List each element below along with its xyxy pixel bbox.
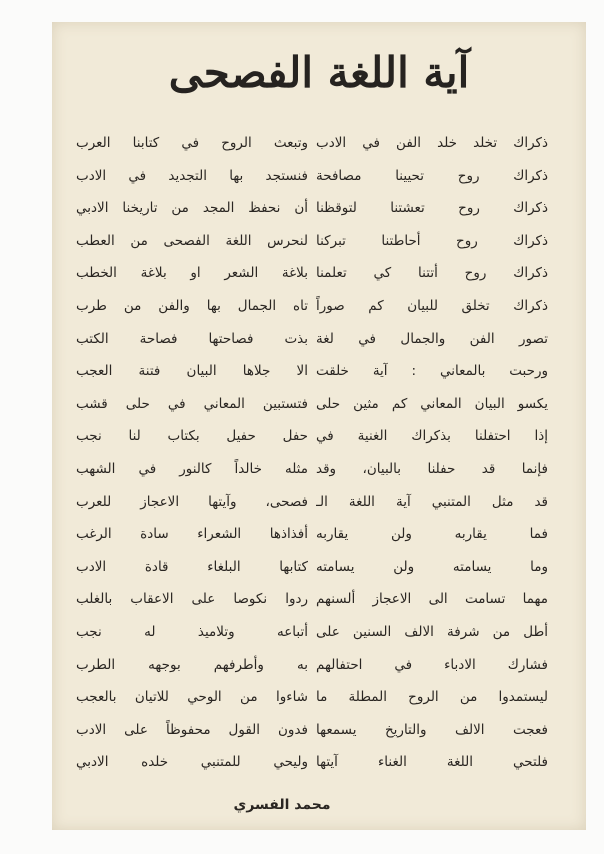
verse-line: ذكراك روح أتتنا كي تعلمنا [316, 265, 548, 282]
verse-line: مثله خالداً كالنور في الشهب [76, 460, 308, 477]
verse-line: أتباعه وتلاميذ له نجب [76, 623, 308, 640]
verse-line: أطل من شرفة الالف السنين على [316, 623, 548, 640]
verse-line: أفذاذها الشعراء سادة الرغب [76, 526, 308, 543]
verse-line: فدون القول محفوظاً على الادب [76, 721, 308, 738]
verse-line: فإنما قد حفلنا بالبيان، وقد [316, 460, 548, 477]
verse-line: مهما تسامت الى الاعجاز ألسنهم [316, 591, 548, 608]
verse-line: لنحرس اللغة الفصحى من العطب [76, 232, 308, 249]
verse-line: ذكراك روح تحيينا مصافحة [316, 167, 548, 184]
verse-line: بلاغة الشعر او بلاغة الخطب [76, 265, 308, 282]
author-signature: محمد الفسري [233, 797, 331, 813]
verse-line: الا جلاها البيان فتنة العجب [76, 363, 308, 380]
verse-line: بذت فصاحتها فصاحة الكتب [76, 330, 308, 347]
verse-line: به وأطرفهم بوجهه الطرب [76, 656, 308, 673]
verse-line: ورحبت بالمعاني : آية خلقت [316, 363, 548, 380]
poem-title: آية اللغة الفصحى [168, 48, 470, 97]
document-page [52, 22, 586, 830]
verse-line: شاءوا من الوحي للاتيان بالعجب [76, 689, 308, 706]
verse-line: تصور الفن والجمال في لغة [316, 330, 548, 347]
verse-line: ذكراك تخلق للبيان كم صوراً [316, 297, 548, 314]
verse-line: وتبعث الروح في كتابنا العرب [76, 135, 308, 151]
verse-line: يكسو البيان المعاني كم مثين حلى [316, 395, 548, 412]
verse-line: ذكراك روح أحاطتنا تبركنا [316, 232, 548, 249]
verse-line: وما يسامته ولن يسامته [316, 558, 548, 575]
poem-right-column [316, 132, 548, 784]
verse-line: فتستبين المعاني في حلى قشب [76, 395, 308, 412]
verse-line: فما يقاربه ولن يقاربه [316, 526, 548, 543]
verse-line: وليحي للمتنبي خلده الادبي [76, 754, 308, 771]
verse-line: إذا احتفلنا بذكراك الغنية في [316, 428, 548, 445]
verse-line: فصحى، وآيتها الاعجاز للعرب [76, 493, 308, 510]
verse-line: ذكراك تخلد خلد الفن في الادب [316, 135, 548, 151]
verse-line: أن نحفظ المجد من تاريخنا الادبي [76, 200, 308, 217]
verse-line: حفل حفيل بكتاب لنا نجب [76, 428, 308, 445]
poem-left-column [76, 132, 308, 784]
verse-line: فلتحي اللغة الغناء آيتها [316, 754, 548, 771]
verse-line: قد مثل المتنبي آية اللغة الـ [316, 493, 548, 510]
verse-line: فشارك الادباء في احتفالهم [316, 656, 548, 673]
verse-line: فعجت الالف والتاريخ يسمعها [316, 721, 548, 738]
verse-line: ليستمدوا من الروح المطلة ما [316, 689, 548, 706]
verse-line: ردوا نكوصا على الاعقاب بالغلب [76, 591, 308, 608]
verse-line: كتابها البلغاء قادة الادب [76, 558, 308, 575]
verse-line: فنستجد بها التجديد في الادب [76, 167, 308, 184]
verse-line: تاه الجمال بها والفن من طرب [76, 297, 308, 314]
verse-line: ذكراك روح تعشتنا لتوقظنا [316, 200, 548, 217]
